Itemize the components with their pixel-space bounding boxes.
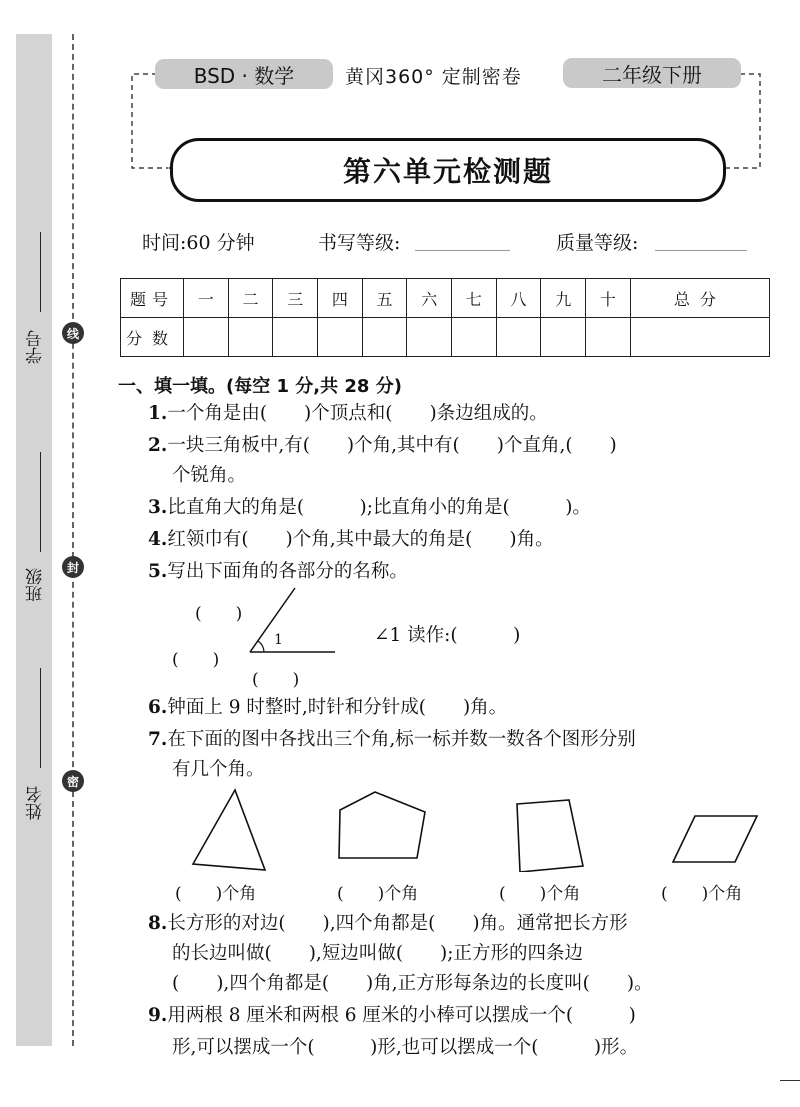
col-8: 八 (496, 279, 541, 318)
question-7 (148, 726, 636, 754)
question-9 (148, 1002, 636, 1030)
pentagon-shape (339, 792, 425, 858)
question-8 (148, 910, 628, 938)
score-value-row (121, 318, 770, 357)
score-cell[interactable] (184, 318, 229, 357)
angle-blank-left: ( ) (172, 650, 220, 670)
col-9: 九 (541, 279, 586, 318)
name-label: 姓名 (26, 786, 46, 820)
score-header-row (121, 279, 770, 318)
q7-shapes (185, 786, 775, 872)
col-5: 五 (362, 279, 407, 318)
row-label-question: 题号 (121, 279, 184, 318)
score-cell[interactable] (630, 318, 769, 357)
question-text: 红领巾有( )个角,其中最大的角是( )角。 (167, 529, 554, 550)
header-decoration (0, 0, 800, 240)
question-text: 长方形的对边( ),四个角都是( )角。通常把长方形 (167, 913, 628, 934)
writing-grade-field[interactable] (415, 250, 510, 251)
q7-answer-3: ( )个角 (499, 884, 581, 904)
score-cell[interactable] (362, 318, 407, 357)
subject-tag: BSD · 数学 (155, 59, 333, 89)
time-label: 时间:60 分钟 (142, 232, 255, 254)
seal-seal-mark: 封 (62, 556, 84, 578)
col-7: 七 (452, 279, 497, 318)
trapezoid-shape (517, 800, 583, 872)
page-title: 第六单元检测题 (342, 155, 553, 188)
col-total: 总分 (630, 279, 769, 318)
quality-grade-label: 质量等级: (556, 232, 639, 254)
angle-mark: 1 (274, 632, 283, 648)
q7-answer-4: ( )个角 (661, 884, 743, 904)
page-edge-mark (780, 1080, 800, 1081)
question-text: 比直角大的角是( );比直角小的角是( )。 (167, 497, 591, 518)
question-8-line2: 的长边叫做( ),短边叫做( );正方形的四条边 (172, 943, 583, 964)
angle-blank-bottom: ( ) (252, 670, 300, 690)
question-2 (148, 432, 617, 460)
brand-label: 黄冈360° 定制密卷 (345, 66, 522, 88)
score-cell[interactable] (228, 318, 273, 357)
score-cell[interactable] (318, 318, 363, 357)
question-text: 用两根 8 厘米和两根 6 厘米的小棒可以摆成一个( ) (167, 1005, 636, 1026)
writing-grade-label: 书写等级: (318, 232, 401, 254)
q7-answer-1: ( )个角 (175, 884, 257, 904)
question-text: 一个角是由( )个顶点和( )条边组成的。 (167, 403, 548, 424)
seal-secret-mark: 密 (62, 770, 84, 792)
triangle-shape (193, 790, 265, 870)
question-number: 3. (148, 497, 168, 518)
question-6 (148, 694, 507, 722)
question-2-continued: 个锐角。 (172, 465, 247, 486)
name-line (40, 668, 41, 768)
title-frame (170, 138, 726, 202)
class-line (40, 452, 41, 552)
seal-line-mark: 线 (62, 322, 84, 344)
question-number: 5. (148, 561, 168, 582)
question-4 (148, 526, 554, 554)
score-cell[interactable] (273, 318, 318, 357)
question-number: 6. (148, 697, 168, 718)
q7-answer-2: ( )个角 (337, 884, 419, 904)
score-cell[interactable] (586, 318, 631, 357)
student-no-label: 学号 (26, 330, 46, 364)
class-label: 班级 (26, 568, 46, 602)
question-text: 一块三角板中,有( )个角,其中有( )个直角,( ) (167, 435, 617, 456)
score-cell[interactable] (541, 318, 586, 357)
question-number: 8. (148, 913, 168, 934)
student-no-line (40, 232, 41, 312)
question-7-continued: 有几个角。 (172, 759, 265, 780)
col-10: 十 (586, 279, 631, 318)
score-cell[interactable] (496, 318, 541, 357)
question-3 (148, 494, 591, 522)
angle-blank-top: ( ) (195, 604, 243, 624)
row-label-score: 分数 (121, 318, 184, 357)
question-text: 在下面的图中各找出三个角,标一标并数一数各个图形分别 (167, 729, 636, 750)
col-3: 三 (273, 279, 318, 318)
question-9-line2: 形,可以摆成一个( )形,也可以摆成一个( )形。 (172, 1037, 639, 1058)
quality-grade-field[interactable] (655, 250, 747, 251)
question-number: 9. (148, 1005, 168, 1026)
score-cell[interactable] (407, 318, 452, 357)
question-number: 1. (148, 403, 168, 424)
grade-tag: 二年级下册 (563, 58, 741, 88)
col-4: 四 (318, 279, 363, 318)
question-number: 4. (148, 529, 168, 550)
angle-figure (240, 580, 340, 660)
question-text: 钟面上 9 时整时,时针和分针成( )角。 (167, 697, 508, 718)
question-number: 7. (148, 729, 168, 750)
col-2: 二 (228, 279, 273, 318)
question-text: 写出下面角的各部分的名称。 (167, 561, 408, 582)
col-6: 六 (407, 279, 452, 318)
col-1: 一 (184, 279, 229, 318)
question-1 (148, 400, 548, 428)
question-8-line3: ( ),四个角都是( )角,正方形每条边的长度叫( )。 (172, 973, 653, 994)
section-heading: 一、填一填。(每空 1 分,共 28 分) (118, 376, 402, 397)
parallelogram-shape (673, 816, 757, 862)
angle-read-as: ∠1 读作:( ) (374, 625, 521, 646)
score-cell[interactable] (452, 318, 497, 357)
question-number: 2. (148, 435, 168, 456)
score-table (120, 278, 770, 357)
